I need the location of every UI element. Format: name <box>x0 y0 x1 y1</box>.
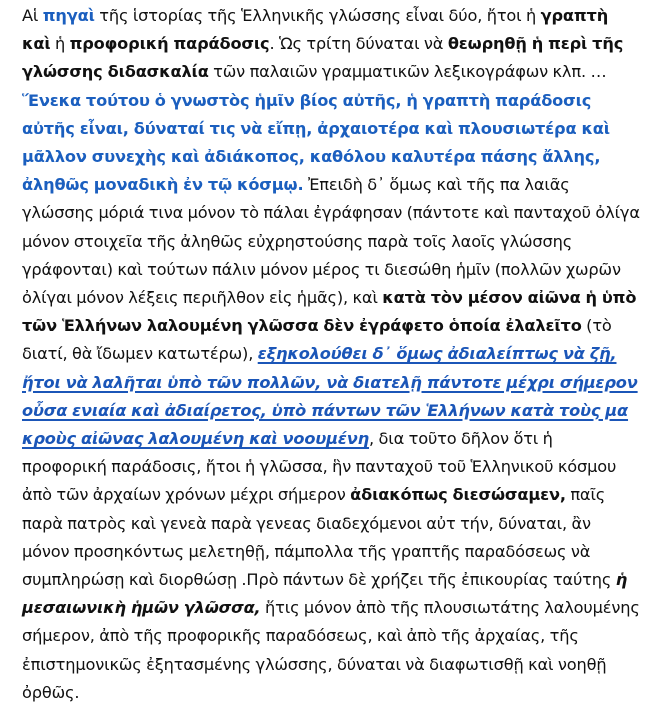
main-paragraph <box>22 2 641 707</box>
text-segment: Αἱ <box>22 6 43 25</box>
text-segment: . Ὡς τρίτη δύναται νὰ <box>269 34 448 54</box>
highlight-sources: πηγαὶ <box>42 6 95 25</box>
text-segment: , δια τοῦτο δῆλον ὅτι ἡ προφορική παράδοσις, ἤτοι ἡ γλῶσσα, ἣν πανταχοῦ τοῦ Ἑλληνικοῦ κόσμου ἀπὸ τῶν ἀρχαίων χρόνων μέχρι σήμερον <box>22 429 617 505</box>
text-segment: ἥτις μόνον ἀπὸ τῆς πλουσιωτάτης λαλουμένης σήμερον, ἀπὸ τῆς προφορικῆς παραδόσεως, καὶ ἀπὸ τῆς ἀρχαίας, τῆς ἐπιστημονικῶς ἐξητασμένης γλώσσης, δύναται νὰ διαφωτισθῇ καὶ νοηθῇ ὀρθῶς. <box>22 598 640 702</box>
bold-medieval-language: κατὰ τὸν μέσον αἰῶνα ἡ ὑπὸ τῶν Ἑλλήνων λαλουμένη γλῶσσα δὲν ἐγράφετο ὁποία ἐλαλεῖτο <box>22 288 637 336</box>
text-segment: τῆς ἱστορίας τῆς Ἑλληνικῆς γλώσσης εἶναι δύο, ἤτοι ἡ <box>94 6 541 25</box>
text-segment: ἡ <box>50 34 70 54</box>
bold-oral-tradition: προφορική παράδοσις <box>69 34 270 54</box>
bold-preserved: ἀδιακόπως διεσώσαμεν, <box>350 485 566 505</box>
link-continued-living[interactable]: εξηκολούθει δ᾽ ὅμως ἀδιαλείπτως νὰ ζῇ, ἤτοι νὰ λαλῆται ὑπὸ τῶν πολλῶν, νὰ διατελῇ πάντοτε μέχρι σήμερον οὖσα ενιαία καὶ ἀδιαίρετος, ὑπὸ πάντων τῶν Ἑλλήνων κατὰ τοὺς μα κροὺς αἰῶνας λαλουμένη καὶ νοουμένη <box>22 344 638 449</box>
text-segment: (τὸ διατί, θὰ ἴδωμεν κατωτέρω), <box>22 316 612 364</box>
bold-italic-medieval-tongue: ἡ μεσαιωνικὴ ἡμῶν γλῶσσα, <box>22 570 628 618</box>
text-segment: παῖς παρὰ πατρὸς καὶ γενεὰ παρὰ γενεας διαδεχόμενοι αὐτ τήν, δύναται, ἂν μόνον προσηκόντως μελετηθῇ, πάμπολλα τῆς γραπτῆς παραδόσεως νὰ συμπληρώσῃ καὶ διορθώσῃ .Πρὸ πάντων δὲ χρήζει τῆς ἐπικουρίας ταύτης <box>22 485 616 590</box>
bold-written: γραπτὴ καὶ <box>22 6 609 54</box>
highlight-unique-history: Ἕνεκα τούτου ὁ γνωστὸς ἡμῖν βίος αὐτῆς, ἡ γραπτὴ παράδοσις αὐτῆς εἶναι, δύναταί τις νὰ εἴπῃ, ἀρχαιοτέρα καὶ πλουσιωτέρα καὶ μᾶλλον συνεχὴς καὶ ἀδιάκοπος, καθόλου καλυτέρα πάσης ἄλλης, ἀληθῶς μοναδικὴ ἐν τῷ κόσμῳ. <box>22 90 610 195</box>
text-segment: τῶν παλαιῶν γραμματικῶν λεξικογράφων κλπ. … <box>208 62 607 82</box>
bold-grammar-teaching: θεωρηθῇ ἡ περὶ τῆς γλώσσης διδασκαλία <box>22 34 624 82</box>
text-segment: Ἐπειδὴ δ᾽ ὅμως καὶ τῆς πα λαιᾶς γλώσσης μόριά τινα μόνον τὸ πάλαι ἐγράφησαν (πάντοτε καὶ πανταχοῦ ὀλίγα μόνον στοιχεῖα τῆς ἀληθῶς εὐχρηστούσης παρὰ τοῖς λαοῖς γλώσσης γράφονται) καὶ τούτων πάλιν μόνον μέρος τι διεσώθη ἡμῖν (πολλῶν χωρῶν ὀλίγαι μόνον λέξεις περιῆλθον εἰς ἡμᾶς), καὶ <box>22 175 640 308</box>
